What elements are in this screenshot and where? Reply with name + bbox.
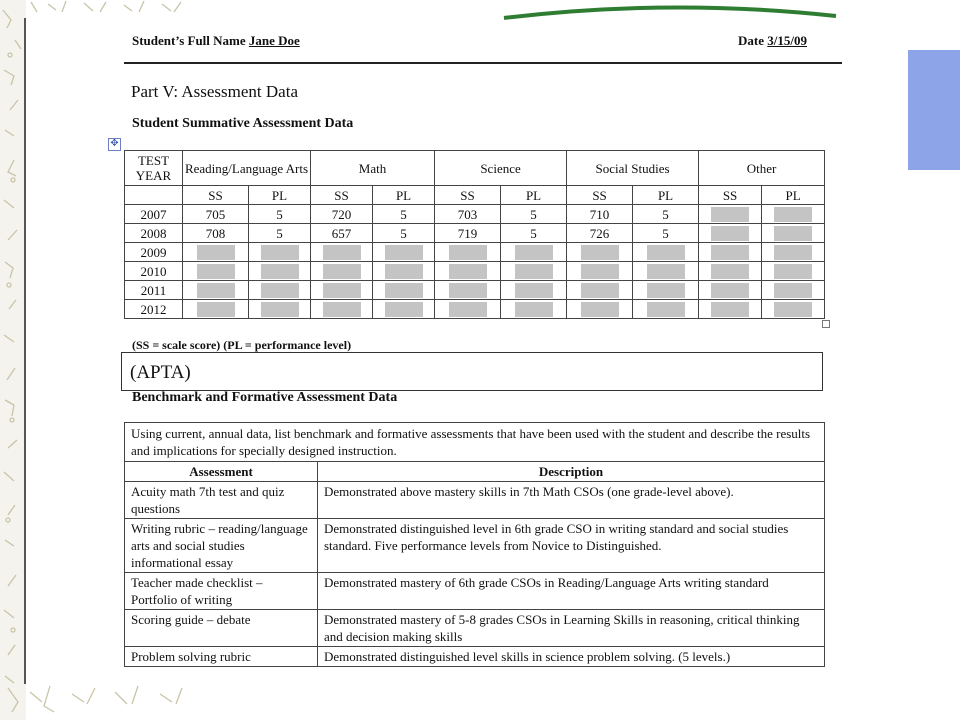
test-year-cell: 2010 xyxy=(125,262,183,281)
benchmark-row xyxy=(125,482,825,519)
shaded-placeholder xyxy=(581,264,619,279)
shaded-placeholder xyxy=(323,302,361,317)
shaded-placeholder xyxy=(774,302,812,317)
student-name-label: Student’s Full Name xyxy=(132,33,246,48)
shaded-empty-cell xyxy=(249,243,311,262)
pl-value-cell: 5 xyxy=(633,224,699,243)
benchmark-row xyxy=(125,519,825,573)
pl-column-header: PL xyxy=(633,186,699,205)
shaded-empty-cell xyxy=(373,281,435,300)
shaded-placeholder xyxy=(515,245,553,260)
description-cell: Demonstrated mastery of 6th grade CSOs in Reading/Language Arts writing standard xyxy=(318,573,825,610)
shaded-empty-cell xyxy=(311,262,373,281)
shaded-empty-cell xyxy=(762,243,825,262)
test-year-cell: 2007 xyxy=(125,205,183,224)
empty-cell xyxy=(125,186,183,205)
shaded-placeholder xyxy=(197,245,235,260)
shaded-placeholder xyxy=(774,245,812,260)
header-rule xyxy=(124,62,842,64)
shaded-placeholder xyxy=(385,245,423,260)
shaded-empty-cell xyxy=(501,262,567,281)
description-cell: Demonstrated distinguished level in 6th grade CSO in writing standard and social studies standard. Five performance levels from Novice to Distinguished. xyxy=(318,519,825,573)
ss-value-cell: 657 xyxy=(311,224,373,243)
shaded-empty-cell xyxy=(762,224,825,243)
shaded-empty-cell xyxy=(501,243,567,262)
shaded-placeholder xyxy=(711,264,749,279)
shaded-empty-cell xyxy=(762,205,825,224)
ss-value-cell: 726 xyxy=(567,224,633,243)
subject-header: Reading/Language Arts xyxy=(183,151,311,186)
shaded-placeholder xyxy=(647,245,685,260)
shaded-placeholder xyxy=(581,283,619,298)
shaded-empty-cell xyxy=(435,243,501,262)
shaded-empty-cell xyxy=(633,262,699,281)
subject-header: Science xyxy=(435,151,567,186)
test-year-cell: 2008 xyxy=(125,224,183,243)
shaded-empty-cell xyxy=(249,281,311,300)
shaded-placeholder xyxy=(323,283,361,298)
benchmark-table-body xyxy=(125,482,825,667)
shaded-placeholder xyxy=(515,283,553,298)
shaded-placeholder xyxy=(385,264,423,279)
summative-row xyxy=(125,281,825,300)
shaded-placeholder xyxy=(449,302,487,317)
description-cell: Demonstrated above mastery skills in 7th Math CSOs (one grade-level above). xyxy=(318,482,825,519)
shaded-placeholder xyxy=(774,283,812,298)
left-decorative-border xyxy=(0,0,26,720)
shaded-placeholder xyxy=(197,264,235,279)
shaded-placeholder xyxy=(711,207,749,222)
shaded-empty-cell xyxy=(183,243,249,262)
summative-row xyxy=(125,300,825,319)
shaded-empty-cell xyxy=(249,262,311,281)
part-title: Part V: Assessment Data xyxy=(131,82,298,101)
shaded-empty-cell xyxy=(183,262,249,281)
benchmark-heading: Benchmark and Formative Assessment Data xyxy=(132,390,398,405)
decorative-pattern-icon xyxy=(0,0,26,720)
shaded-empty-cell xyxy=(183,300,249,319)
shaded-placeholder xyxy=(449,245,487,260)
shaded-placeholder xyxy=(323,264,361,279)
pl-column-header: PL xyxy=(762,186,825,205)
shaded-empty-cell xyxy=(699,205,762,224)
shaded-placeholder xyxy=(515,302,553,317)
shaded-placeholder xyxy=(647,283,685,298)
subject-header: Social Studies xyxy=(567,151,699,186)
benchmark-intro: Using current, annual data, list benchmark and formative assessments that have been used with the student and describe the results and implications for specially designed instruction. xyxy=(125,423,825,462)
summative-table-body xyxy=(125,205,825,319)
ss-column-header: SS xyxy=(435,186,501,205)
shaded-placeholder xyxy=(449,264,487,279)
shaded-placeholder xyxy=(711,283,749,298)
pl-value-cell: 5 xyxy=(249,205,311,224)
table-resize-handle[interactable] xyxy=(822,320,830,328)
shaded-placeholder xyxy=(774,226,812,241)
test-year-cell: 2011 xyxy=(125,281,183,300)
shaded-placeholder xyxy=(197,302,235,317)
shaded-empty-cell xyxy=(633,243,699,262)
shaded-empty-cell xyxy=(311,300,373,319)
shaded-placeholder xyxy=(261,264,299,279)
ss-column-header: SS xyxy=(699,186,762,205)
shaded-placeholder xyxy=(774,264,812,279)
shaded-placeholder xyxy=(774,207,812,222)
shaded-empty-cell xyxy=(699,262,762,281)
ss-value-cell: 720 xyxy=(311,205,373,224)
date-value: 3/15/09 xyxy=(767,33,807,48)
shaded-empty-cell xyxy=(435,262,501,281)
summative-heading: Student Summative Assessment Data xyxy=(132,116,354,131)
summative-row xyxy=(125,262,825,281)
shaded-empty-cell xyxy=(373,262,435,281)
shaded-placeholder xyxy=(647,264,685,279)
shaded-empty-cell xyxy=(699,281,762,300)
shaded-empty-cell xyxy=(567,300,633,319)
shaded-empty-cell xyxy=(501,300,567,319)
benchmark-table xyxy=(124,422,825,667)
benchmark-row xyxy=(125,647,825,667)
shaded-empty-cell xyxy=(435,281,501,300)
description-column-header: Description xyxy=(318,462,825,482)
pl-value-cell: 5 xyxy=(373,224,435,243)
shaded-placeholder xyxy=(385,283,423,298)
summative-row xyxy=(125,205,825,224)
test-year-cell: 2009 xyxy=(125,243,183,262)
ss-column-header: SS xyxy=(567,186,633,205)
shaded-placeholder xyxy=(385,302,423,317)
ss-pl-header-row xyxy=(125,186,825,205)
page-left-rule xyxy=(24,18,26,684)
assessment-cell: Acuity math 7th test and quiz questions xyxy=(125,482,318,519)
date-field xyxy=(738,33,807,49)
pl-value-cell: 5 xyxy=(249,224,311,243)
shaded-empty-cell xyxy=(311,281,373,300)
date-label: Date xyxy=(738,33,764,48)
shaded-empty-cell xyxy=(699,300,762,319)
ss-column-header: SS xyxy=(183,186,249,205)
shaded-empty-cell xyxy=(633,300,699,319)
pl-value-cell: 5 xyxy=(633,205,699,224)
assessment-cell: Teacher made checklist – Portfolio of writing xyxy=(125,573,318,610)
green-arc-decoration xyxy=(500,0,840,24)
top-decorative-pattern xyxy=(26,0,196,18)
ss-value-cell: 708 xyxy=(183,224,249,243)
shaded-placeholder xyxy=(449,283,487,298)
pl-value-cell: 5 xyxy=(501,205,567,224)
ss-value-cell: 703 xyxy=(435,205,501,224)
test-year-header: TEST YEAR xyxy=(125,151,183,186)
pl-column-header: PL xyxy=(373,186,435,205)
shaded-empty-cell xyxy=(183,281,249,300)
shaded-placeholder xyxy=(261,302,299,317)
shaded-placeholder xyxy=(581,245,619,260)
shaded-empty-cell xyxy=(249,300,311,319)
assessment-column-header: Assessment xyxy=(125,462,318,482)
shaded-empty-cell xyxy=(567,281,633,300)
summative-table xyxy=(124,150,825,319)
shaded-placeholder xyxy=(197,283,235,298)
score-legend: (SS = scale score) (PL = performance level) xyxy=(132,338,352,352)
pl-column-header: PL xyxy=(249,186,311,205)
student-name-field xyxy=(132,33,300,49)
shaded-empty-cell xyxy=(762,281,825,300)
shaded-empty-cell xyxy=(567,243,633,262)
shaded-empty-cell xyxy=(762,262,825,281)
shaded-placeholder xyxy=(581,302,619,317)
shaded-empty-cell xyxy=(501,281,567,300)
shaded-empty-cell xyxy=(435,300,501,319)
benchmark-intro-row xyxy=(125,423,825,462)
apta-text: (APTA) xyxy=(130,362,191,383)
pl-value-cell: 5 xyxy=(501,224,567,243)
shaded-placeholder xyxy=(261,283,299,298)
benchmark-row xyxy=(125,573,825,610)
shaded-placeholder xyxy=(647,302,685,317)
shaded-placeholder xyxy=(323,245,361,260)
subject-header: Other xyxy=(699,151,825,186)
subject-header-row xyxy=(125,151,825,186)
pl-value-cell: 5 xyxy=(373,205,435,224)
shaded-empty-cell xyxy=(567,262,633,281)
shaded-empty-cell xyxy=(311,243,373,262)
shaded-empty-cell xyxy=(633,281,699,300)
ss-value-cell: 710 xyxy=(567,205,633,224)
bottom-decorative-pattern xyxy=(0,684,200,720)
shaded-placeholder xyxy=(711,302,749,317)
shaded-empty-cell xyxy=(699,243,762,262)
accent-bar xyxy=(908,50,960,170)
benchmark-header-row xyxy=(125,462,825,482)
description-cell: Demonstrated mastery of 5-8 grades CSOs in Learning Skills in reasoning, critical thinking and decision making skills xyxy=(318,610,825,647)
benchmark-row xyxy=(125,610,825,647)
shaded-placeholder xyxy=(711,245,749,260)
shaded-empty-cell xyxy=(699,224,762,243)
shaded-placeholder xyxy=(711,226,749,241)
table-move-handle-icon[interactable]: ✥ xyxy=(108,138,121,151)
shaded-placeholder xyxy=(515,264,553,279)
assessment-cell: Problem solving rubric xyxy=(125,647,318,667)
summative-row xyxy=(125,224,825,243)
subject-header: Math xyxy=(311,151,435,186)
ss-column-header: SS xyxy=(311,186,373,205)
shaded-empty-cell xyxy=(762,300,825,319)
assessment-cell: Writing rubric – reading/language arts and social studies informational essay xyxy=(125,519,318,573)
summative-row xyxy=(125,243,825,262)
pl-column-header: PL xyxy=(501,186,567,205)
assessment-cell: Scoring guide – debate xyxy=(125,610,318,647)
shaded-empty-cell xyxy=(373,300,435,319)
shaded-empty-cell xyxy=(373,243,435,262)
ss-value-cell: 705 xyxy=(183,205,249,224)
apta-text-box[interactable] xyxy=(121,352,823,391)
test-year-cell: 2012 xyxy=(125,300,183,319)
description-cell: Demonstrated distinguished level skills in science problem solving. (5 levels.) xyxy=(318,647,825,667)
shaded-placeholder xyxy=(261,245,299,260)
student-name-value: Jane Doe xyxy=(248,33,300,48)
ss-value-cell: 719 xyxy=(435,224,501,243)
